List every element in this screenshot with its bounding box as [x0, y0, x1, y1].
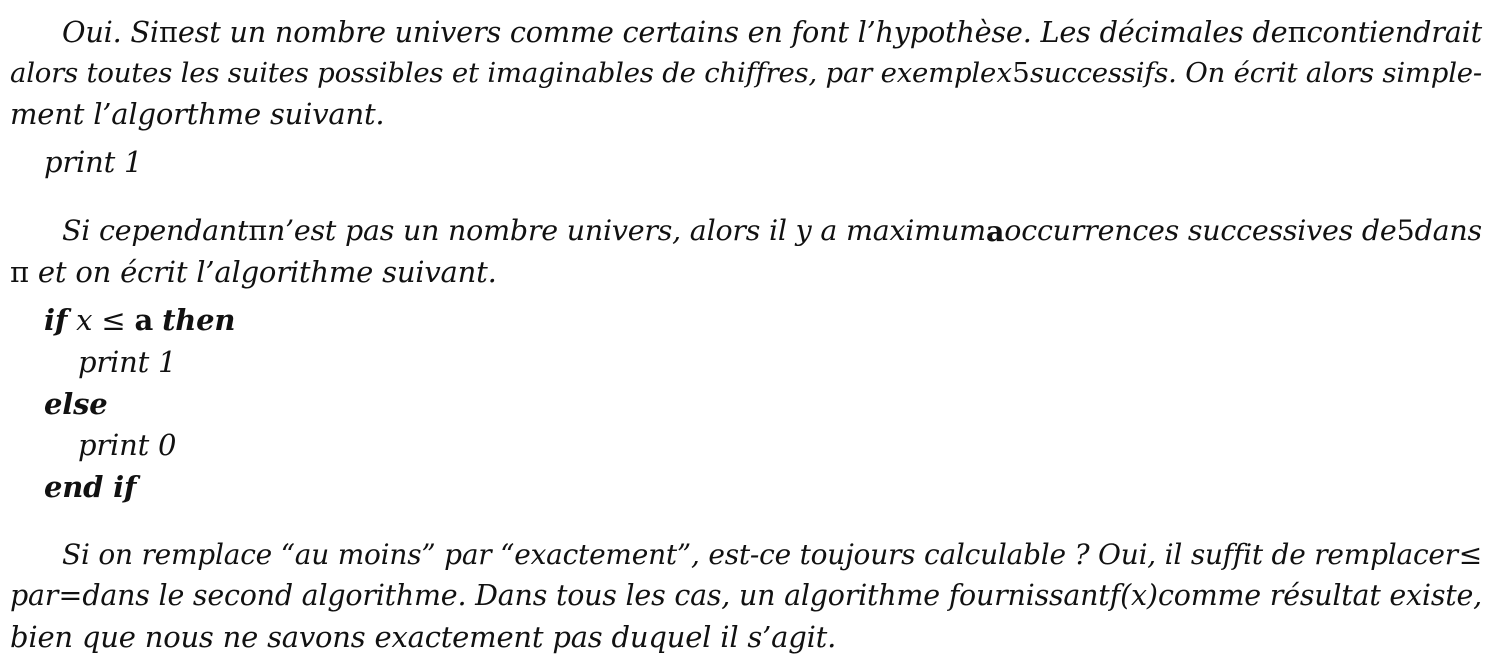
math-function-fx: f(x) [1109, 579, 1158, 612]
paragraph1-line1 [62, 15, 1482, 49]
less-equal-symbol: ≤ [1458, 538, 1482, 571]
equals-symbol: = [58, 579, 83, 612]
text: et on écrit l’algorithme suivant. [37, 255, 497, 289]
math-variable-x: x [76, 303, 93, 337]
algorithm2-print1: print 1 [78, 345, 177, 379]
paragraph3-line2 [10, 579, 1482, 613]
algorithm2-if-line [44, 303, 1494, 337]
text: est un nombre univers comme certains en font l’hypothèse. Les décimales de [177, 15, 1288, 49]
keyword-end-if: end if [44, 470, 137, 504]
pi-symbol: π [159, 15, 178, 49]
text: alors toutes les suites possibles et imaginables de chiffres, par exemple [10, 57, 997, 89]
paragraph1-line2 [10, 56, 1482, 90]
text: successifs. On écrit alors simple- [1029, 57, 1482, 89]
text: Oui. Si [62, 15, 159, 49]
paragraph2-line2 [10, 255, 1482, 289]
number: 5 [1012, 57, 1030, 89]
math-variable-a: a [134, 303, 154, 337]
keyword-if: if [44, 303, 68, 337]
paragraph3-line3: bien que nous ne savons exactement pas duquel il s’agit. [10, 620, 837, 654]
text: comme résultat existe, [1158, 579, 1482, 612]
text: contiendrait [1306, 15, 1482, 49]
math-variable-x: x [996, 57, 1012, 89]
keyword-else: else [44, 387, 108, 421]
pi-symbol: π [248, 214, 267, 247]
algorithm1-print: print 1 [44, 145, 143, 179]
paragraph3-line1 [62, 538, 1482, 572]
text: dans le second algorithme. Dans tous les cas, un algorithme fournissant [82, 579, 1110, 612]
text: occurrences successives de [1004, 214, 1397, 247]
number: 5 [1396, 214, 1415, 247]
paragraph2-line1 [62, 214, 1482, 248]
text: Si on remplace “au moins” par “exactement”, est-ce toujours calculable ? Oui, il suffit de remplacer [62, 538, 1458, 571]
math-variable-a: a [985, 214, 1005, 248]
text: dans [1414, 214, 1482, 247]
pi-symbol: π [1287, 15, 1307, 49]
algorithm2-print0: print 0 [78, 428, 177, 462]
text: Si cependant [62, 214, 249, 247]
text: par [10, 579, 59, 612]
keyword-then: then [162, 303, 236, 337]
less-equal-symbol: ≤ [101, 303, 126, 337]
paragraph1-line3: ment l’algorthme suivant. [10, 97, 385, 131]
pi-symbol: π [10, 255, 29, 289]
text: n’est pas un nombre univers, alors il y a maximum [266, 214, 986, 247]
